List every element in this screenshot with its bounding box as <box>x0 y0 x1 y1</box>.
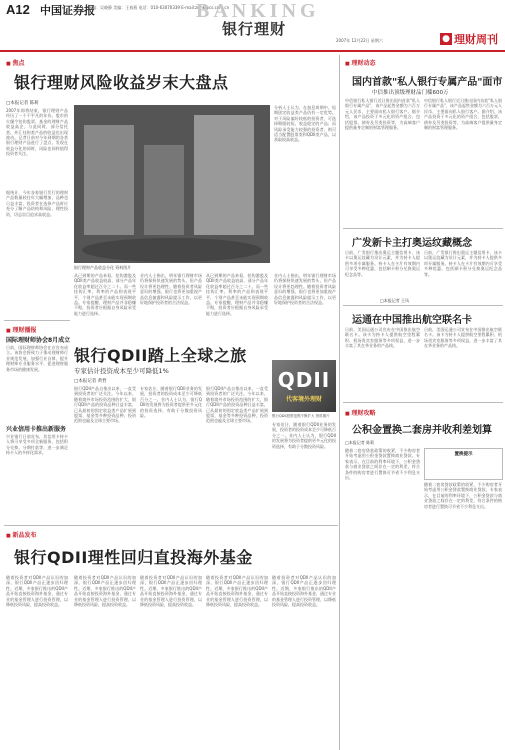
story2-col1: 银行QDII产品自推出以来，一直受到投资者的广泛关注。今年以来，随着境外市场投资范围的扩大，银行QDII产品的投资品种日益丰富，已从最初的固定收益类产品扩展到股票、基金等多种投资品种，投资范围也遍及全球主要市场。 <box>74 386 136 424</box>
story3-col5: 随着投资者对QDII产品认识的加深，银行QDII产品正逐步回归理性。近期，多家银行推出的QDII产品开始直接投资海外基金，通过专业的基金管理人进行投资管理，以降低投资风险，提高投资收益。 <box>272 575 336 608</box>
story1-col4: 分析人士认为，在加息周期中，短期固定收益类产品仍有一定优势。对于风险偏好较低的投资者，可选择期限较短、收益稳定的产品；而风险承受能力较强的投资者，则可适当配置股票类和QDII类产品，以获取较高收益。 <box>274 105 336 143</box>
right-story4-tag: ■ 理财攻略 <box>345 408 375 417</box>
story1-tag: ■ 焦点 <box>6 58 24 67</box>
mini-tag: ■ 理财播报 <box>6 325 36 334</box>
story1-headline: 银行理财风险收益岁末大盘点 <box>14 73 229 92</box>
newspaper-name: 中国证券报 <box>40 4 95 17</box>
mini-text2: 兴业银行日前宣布，其信用卡持卡人将可享受多项全新服务，包括积分兑换、分期付款等，进一步满足持卡人的多样化需求。 <box>6 434 68 456</box>
story3-divider <box>4 525 338 526</box>
right-divider2 <box>343 305 503 306</box>
masthead <box>0 0 505 52</box>
qdii-logo-text: QDII <box>277 368 331 392</box>
story2-col3: 银行QDII产品自推出以来，一直受到投资者的广泛关注。今年以来，随着境外市场投资范围的扩大，银行QDII产品的投资品种日益丰富，已从最初的固定收益类产品扩展到股票、基金等多种投资品种，投资范围也遍及全球主要市场。 <box>206 386 268 424</box>
weekly-logo <box>440 32 500 46</box>
story1-photo <box>74 105 270 263</box>
right-story3-col1: 日前，美国运通公司宣布在中国推出航空联名卡。该卡为持卡人提供航空里程累积、机场贵宾室服务等多项权益，进一步丰富了其在华业务的产品线。 <box>345 327 420 349</box>
right-story2-headline: 广发新卡主打奥运纹藏概念 <box>352 238 472 249</box>
right-story2-col1: 日前，广发银行推出奥运主题信用卡，该卡以奥运纹藏为设计元素，并为持卡人提供多项专属服务。持卡人在卡片有效期内可享受多种优惠，包括刷卡积分兑换奥运纪念品等。 <box>345 250 420 277</box>
editor-info: 责编：吴晓静 美编：王春燕 电话：010-63070339 E-mail:zrmk@cs.com.cn <box>88 5 230 10</box>
tips-box <box>424 448 503 480</box>
banking-watermark: BANKING <box>196 0 320 22</box>
story1-col1-cont: 据统计，今年各家银行发行的理财产品数量较往年大幅增加，品种也日益丰富，投资者在选择产品时应充分了解产品结构和风险，理性投资，切忌盲目追求高收益。 <box>6 190 68 217</box>
right-story2-col2: 日前，广发银行推出奥运主题信用卡，该卡以奥运纹藏为设计元素，并为持卡人提供多项专属服务。持卡人在卡片有效期内可享受多种优惠，包括刷卡积分兑换奥运纪念品等。 <box>424 250 502 277</box>
right-story4-headline: 公积金置换二套房并收利差划算 <box>352 425 492 436</box>
right-story1-col2: 中信银行私人银行近日推出国内首款"私人银行专属产品"，该产品起售金额为六百万元人民币，主要面向私人银行客户。据介绍，该产品投资于多元化的资产组合，包括股票、债券及另类投资等，为高端客户提供量身定制的财富管理服务。 <box>424 98 502 131</box>
story2-col4: 专家估计，随着银行QDII业务的发展，投资者的投资成本至少可降低百分之一。业内人士认为，银行QDII的发展将为投资者提供更多元化的投资选择，有助于分散投资风险。 <box>272 422 336 449</box>
qdii-logo-sub: 代客境外理财 <box>285 396 322 403</box>
story1-col1: 2007年即将结束，银行理财产品经历了一个不平凡的年份。股市的火爆令挂钩股票、基金的理财产品收益高企，与此同时，部分信托类、外汇挂钩类产品的收益也出现波动。记者日前对今年到期的各类银行理财产品进行了盘点，发现在收益分化的同时，风险也同样值得投资者关注。 <box>6 108 68 157</box>
story2-byline: □本报记者 黄哲 <box>74 379 107 384</box>
mini-divider <box>4 320 70 321</box>
mini-headline2: 兴业信用卡推出新服务 <box>6 426 67 433</box>
qdii-logo-box <box>272 360 336 412</box>
right-story3-headline: 运通在中国推出航空联名卡 <box>352 315 472 326</box>
right-story3-col2: 日前，美国运通公司宣布在中国推出航空联名卡。该卡为持卡人提供航空里程累积、机场贵宾室服务等多项权益，进一步丰富了其在华业务的产品线。 <box>424 327 502 349</box>
right-story1-sub: 中信推出顶级理财品门槛600万 <box>372 90 449 96</box>
story3-col4: 随着投资者对QDII产品认识的加深，银行QDII产品正逐步回归理性。近期，多家银行推出的QDII产品开始直接投资海外基金，通过专业的基金管理人进行投资管理，以降低投资风险，提高投资收益。 <box>206 575 268 608</box>
story3-headline: 银行QDII理性回归直投海外基金 <box>14 548 253 567</box>
story1-photo-caption: 银行理财产品收益分化 资料图片 <box>74 265 132 270</box>
right-divider3 <box>343 402 503 403</box>
right-story1-tag: ■ 理财动态 <box>345 58 375 67</box>
story3-tag: ■ 新品发布 <box>6 530 36 539</box>
tips-box-title: 置换提示 <box>454 452 473 457</box>
right-story4-byline: □本报记者 陈莉 <box>345 440 375 445</box>
story3-col1: 随着投资者对QDII产品认识的加深，银行QDII产品正逐步回归理性。近期，多家银行推出的QDII产品开始直接投资海外基金，通过专业的基金管理人进行投资管理，以降低投资风险，提高投资收益。 <box>6 575 68 608</box>
story2-col2: 专家估计，随着银行QDII业务的发展，投资者的投资成本至少可降低百分之一。业内人士认为，银行QDII的发展将为投资者提供更多元化的投资选择，有助于分散投资风险。 <box>140 386 202 419</box>
weekly-mark-icon: ● <box>440 33 452 45</box>
right-divider1 <box>343 228 503 229</box>
header-rule <box>0 50 505 52</box>
section-title: 银行理财 <box>222 20 287 38</box>
story1-col2: 从已到期的产品来看，挂钩港股及QDII类产品收益较高，部分产品年化收益率超过百分之二十。而一些挂钩汇率、利率的产品则表现平平，个别产品甚至未能实现预期收益。专家提醒，理财产品并非稳赚不赔，投资者应根据自身风险承受能力进行选择。 <box>74 273 136 316</box>
weekly-logo-text: 理财周刊 <box>454 33 498 46</box>
right-story4-col1: 随着二套房贷款政策的收紧，不少购房者开始考虑用公积金贷款置换商业贷款。专家表示，在目前的利率环境下，公积金贷款与商业贷款之间存在一定的利差，符合条件的购房者进行置换可节省不少利息支出。 <box>345 448 420 481</box>
column-divider <box>339 55 340 750</box>
story3-col2: 随着投资者对QDII产品认识的加深，银行QDII产品正逐步回归理性。近期，多家银行推出的QDII产品开始直接投资海外基金，通过专业的基金管理人进行投资管理，以降低投资风险，提高投资收益。 <box>74 575 136 608</box>
right-story4-col2: 随着二套房贷款政策的收紧，不少购房者开始考虑用公积金贷款置换商业贷款。专家表示，在目前的利率环境下，公积金贷款与商业贷款之间存在一定的利差，符合条件的购房者进行置换可节省不少利息支出。 <box>424 482 502 509</box>
right-story2-byline: □本报记者 王凤 <box>380 298 410 303</box>
story2-subheadline: 专家估计投资成本至少可降低1% <box>74 367 169 375</box>
right-story1-col1: 中信银行私人银行近日推出国内首款"私人银行专属产品"，该产品起售金额为六百万元人民币，主要面向私人银行客户。据介绍，该产品投资于多元化的资产组合，包括股票、债券及另类投资等，为高端客户提供量身定制的财富管理服务。 <box>345 98 420 131</box>
story1-col3b: 从已到期的产品来看，挂钩港股及QDII类产品收益较高，部分产品年化收益率超过百分之二十。而一些挂钩汇率、利率的产品则表现平平，个别产品甚至未能实现预期收益。专家提醒，理财产品并非稳赚不赔，投资者应根据自身风险承受能力进行选择。 <box>206 273 268 316</box>
issue-date: 2007年 12月22日 星期六 <box>336 38 383 43</box>
mini-text: 日前，国际理财师协会在京宣布成立。该协会将致力于推动理财师行业规范发展，加强行业自律，提升理财师专业服务水平，促进理财服务市场的健康发展。 <box>6 345 68 372</box>
bank-photo-illustration <box>74 105 270 263</box>
qdii-photo-caption: 银行QDII投资范围不断扩大 资料图片 <box>272 414 330 418</box>
mini-headline: 国际理财师协会8月成立 <box>6 337 71 344</box>
story1-byline: □本报记者 陈莉 <box>6 101 39 106</box>
story3-col3: 随着投资者对QDII产品认识的加深，银行QDII产品正逐步回归理性。近期，多家银行推出的QDII产品开始直接投资海外基金，通过专业的基金管理人进行投资管理，以降低投资风险，提高投资收益。 <box>140 575 202 608</box>
story1-col4b: 业内人士指出，明年银行理财市场仍将保持快速发展的势头，但产品设计将更趋理性。随着投资者风险意识的增强，银行也将更加重视产品信息披露和风险提示工作，以更好地保护投资者的合法权益。 <box>274 273 336 306</box>
right-story1-headline: 国内首款"私人银行专属产品"面市 <box>352 77 503 88</box>
story2-headline: 银行QDII踏上全球之旅 <box>74 346 247 365</box>
page-number: A12 <box>6 2 30 17</box>
story1-col3: 业内人士指出，明年银行理财市场仍将保持快速发展的势头，但产品设计将更趋理性。随着投资者风险意识的增强，银行也将更加重视产品信息披露和风险提示工作，以更好地保护投资者的合法权益。 <box>140 273 202 306</box>
